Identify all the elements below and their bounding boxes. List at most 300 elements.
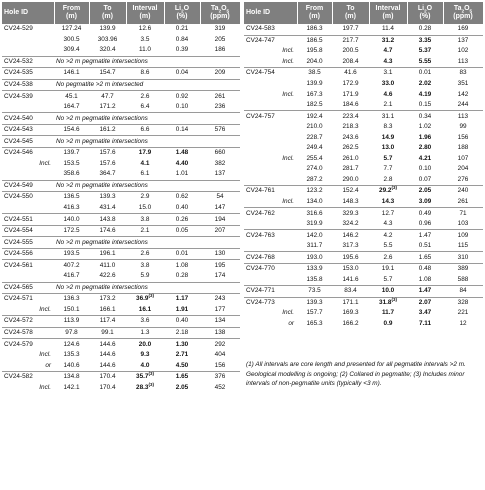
from-cell — [54, 339, 89, 350]
li2o-cell-value: 1.08 — [175, 261, 189, 269]
ta2o5-cell-value: 147 — [214, 204, 226, 212]
from-cell — [54, 350, 89, 361]
table-row — [244, 79, 483, 90]
interval-cell — [369, 186, 407, 197]
interval-cell-value: 2.6 — [140, 250, 150, 258]
table-row — [2, 383, 240, 394]
to-cell-value: 161.2 — [99, 126, 116, 134]
interval-cell-value: 17.9 — [138, 149, 152, 157]
hole-id-cell: CV24-538 — [2, 79, 54, 91]
interval-cell — [126, 294, 164, 305]
li2o-cell — [164, 35, 200, 46]
from-cell-value: 134.8 — [63, 373, 80, 381]
footnote-ref: (3) — [148, 381, 154, 387]
hole-id-cell: CV24-761 — [244, 186, 297, 197]
table-row — [2, 339, 240, 350]
from-cell-value: 136.3 — [63, 295, 80, 303]
li2o-cell — [407, 143, 443, 154]
from-cell — [54, 102, 89, 113]
table-row — [244, 264, 483, 275]
table-row — [2, 360, 240, 371]
ta2o5-cell-value: 660 — [214, 149, 226, 157]
ta2o5-cell — [443, 122, 483, 133]
hole-id-cell: CV24-551 — [2, 214, 54, 226]
li2o-cell — [164, 203, 200, 214]
ta2o5-cell — [200, 102, 240, 113]
li2o-cell — [407, 122, 443, 133]
ta2o5-cell — [443, 175, 483, 186]
table-row — [244, 241, 483, 252]
footnote-ref: (3) — [148, 371, 154, 377]
interval-cell-value: 6.4 — [140, 103, 150, 111]
to-cell-value: 218.3 — [342, 123, 359, 131]
from-cell — [297, 35, 332, 46]
interval-cell-value: 4.7 — [383, 47, 393, 55]
li2o-cell — [164, 214, 200, 226]
table-row — [2, 282, 240, 294]
interval-cell — [126, 260, 164, 271]
li2o-cell — [164, 248, 200, 260]
table-header-row — [244, 2, 483, 24]
ta2o5-cell-value: 177 — [214, 305, 226, 313]
ta2o5-cell-value: 261 — [214, 92, 226, 100]
col-to: To (m) — [89, 2, 126, 24]
li2o-cell — [407, 111, 443, 122]
li2o-cell-value: 0.96 — [418, 220, 432, 228]
li2o-cell-value: 0.84 — [175, 35, 189, 43]
table-row — [244, 143, 483, 154]
interval-cell — [369, 230, 407, 241]
to-cell-value: 329.3 — [342, 209, 359, 217]
hole-id-cell: CV24-773 — [244, 297, 297, 308]
interval-cell — [126, 192, 164, 203]
interval-cell-value: 12.6 — [138, 25, 152, 33]
interval-cell-value: 31.2 — [381, 36, 395, 44]
li2o-cell — [407, 46, 443, 57]
interval-cell-value: 36.9 — [136, 295, 149, 303]
to-cell — [332, 252, 369, 264]
hole-id-cell — [244, 143, 297, 154]
ta2o5-cell — [200, 316, 240, 328]
li2o-cell-value: 0.40 — [175, 204, 189, 212]
from-cell — [297, 230, 332, 241]
hole-id-cell: CV24-771 — [244, 286, 297, 298]
col-li2o: $Li_2O$ (%) — [407, 2, 443, 24]
table-row — [244, 24, 483, 35]
no-intersection-note: No >2 m pegmatite intersections — [54, 56, 240, 68]
from-cell — [297, 46, 332, 57]
li2o-cell — [164, 260, 200, 271]
from-cell-value: 139.7 — [63, 149, 80, 157]
to-cell — [332, 132, 369, 143]
ta2o5-cell — [200, 159, 240, 170]
interval-cell-value: 6.1 — [140, 170, 150, 178]
interval-cell — [126, 316, 164, 328]
footnote-ref: (3) — [391, 185, 397, 191]
li2o-cell — [407, 286, 443, 298]
to-cell-value: 117.4 — [99, 317, 116, 325]
li2o-cell-value: 2.07 — [418, 298, 432, 306]
ta2o5-cell — [443, 230, 483, 241]
col-interval: Interval (m) — [369, 2, 407, 24]
to-cell-value: 47.7 — [101, 92, 114, 100]
ta2o5-cell — [443, 219, 483, 230]
interval-cell — [126, 339, 164, 350]
ta2o5-cell-value: 12 — [459, 320, 467, 328]
ta2o5-cell — [200, 124, 240, 136]
from-cell-value: 139.9 — [306, 80, 323, 87]
li2o-cell-value: 0.15 — [418, 101, 432, 109]
ta2o5-cell-value: 209 — [214, 69, 226, 77]
interval-cell-value: 1.3 — [140, 329, 150, 337]
to-cell-value: 41.6 — [344, 69, 357, 77]
to-cell — [89, 192, 126, 203]
interval-cell-value: 2.8 — [383, 175, 393, 183]
from-cell-value: 316.6 — [306, 209, 323, 217]
from-cell — [297, 186, 332, 197]
to-cell-value: 196.1 — [99, 250, 116, 258]
hole-id-cell: CV24-754 — [244, 68, 297, 79]
to-cell — [332, 111, 369, 122]
ta2o5-cell-value: 204 — [457, 165, 469, 173]
ta2o5-cell — [443, 143, 483, 154]
from-cell-value: 311.7 — [306, 242, 323, 250]
hole-id-cell: Incl. — [39, 305, 51, 313]
ta2o5-cell-value: 109 — [457, 231, 469, 239]
table-row — [244, 286, 483, 298]
ta2o5-cell-value: 195 — [214, 261, 226, 269]
li2o-cell — [407, 89, 443, 100]
from-cell — [54, 225, 89, 237]
from-cell-value: 134.0 — [306, 198, 323, 206]
ta2o5-cell-value: 83 — [459, 69, 467, 77]
hole-id-cell: CV24-747 — [244, 35, 297, 46]
col-hole-id: Hole ID — [2, 2, 54, 24]
to-cell-value: 195.6 — [342, 253, 359, 261]
ta2o5-cell-value: 113 — [457, 112, 469, 120]
interval-cell — [126, 159, 164, 170]
hole-id-cell — [2, 45, 54, 56]
interval-cell — [369, 319, 407, 330]
to-cell-value: 172.9 — [342, 80, 359, 87]
hole-id-cell: CV24-550 — [2, 192, 54, 203]
to-cell — [332, 264, 369, 275]
col-ta2o5: $Ta_2O_5$ (ppm) — [200, 2, 240, 24]
to-cell — [332, 143, 369, 154]
interval-cell — [126, 45, 164, 56]
table-row — [244, 111, 483, 122]
table-row — [244, 164, 483, 175]
li2o-cell — [407, 230, 443, 241]
interval-cell-value: 31.1 — [381, 112, 395, 120]
hole-id-cell — [244, 164, 297, 175]
li2o-cell — [164, 339, 200, 350]
from-cell — [54, 305, 89, 316]
ta2o5-cell-value: 156 — [214, 361, 226, 369]
hole-id-cell: Incl. — [282, 309, 294, 317]
li2o-cell-value: 3.09 — [418, 198, 432, 206]
li2o-cell — [164, 294, 200, 305]
to-cell — [332, 175, 369, 186]
ta2o5-cell-value: 169 — [457, 25, 469, 33]
from-cell — [54, 214, 89, 226]
li2o-cell — [164, 383, 200, 394]
li2o-cell-value: 0.21 — [175, 25, 189, 33]
li2o-cell-value: 4.21 — [418, 154, 432, 162]
to-cell-value: 99.1 — [101, 329, 114, 337]
ta2o5-cell — [443, 252, 483, 264]
interval-cell — [369, 143, 407, 154]
table-row — [2, 169, 240, 180]
interval-cell — [126, 35, 164, 46]
ta2o5-cell — [443, 35, 483, 46]
ta2o5-cell — [443, 264, 483, 275]
interval-cell — [126, 360, 164, 371]
interval-cell — [369, 46, 407, 57]
li2o-cell — [407, 100, 443, 111]
ta2o5-cell-value: 54 — [216, 193, 224, 201]
from-cell-value: 142.0 — [306, 231, 323, 239]
interval-cell — [369, 154, 407, 165]
to-cell — [89, 248, 126, 260]
to-cell-value: 139.3 — [99, 193, 116, 201]
interval-cell — [369, 286, 407, 298]
hole-id-cell: CV24-555 — [2, 237, 54, 249]
li2o-cell-value: 0.26 — [175, 215, 189, 223]
to-cell-value: 173.2 — [99, 295, 116, 303]
from-cell — [297, 143, 332, 154]
li2o-cell — [164, 169, 200, 180]
ta2o5-cell — [200, 68, 240, 80]
li2o-cell-value: 4.40 — [175, 159, 189, 167]
li2o-cell-value: 2.05 — [418, 187, 432, 195]
ta2o5-cell-value: 243 — [214, 295, 226, 303]
li2o-cell-value: 0.01 — [175, 250, 189, 258]
table-row — [244, 197, 483, 208]
interval-cell — [369, 241, 407, 252]
to-cell-value: 139.9 — [99, 25, 116, 33]
li2o-cell — [407, 68, 443, 79]
interval-cell-value: 2.1 — [140, 227, 150, 235]
li2o-cell-value: 0.48 — [418, 265, 432, 273]
from-cell-value: 123.2 — [306, 187, 323, 195]
li2o-cell — [407, 57, 443, 68]
from-cell-value: 249.4 — [306, 144, 323, 152]
hole-id-cell: Incl. — [282, 198, 294, 206]
ta2o5-cell-value: 188 — [457, 144, 469, 152]
hole-id-cell: CV24-583 — [246, 25, 275, 33]
interval-cell-value: 5.9 — [140, 272, 150, 280]
to-cell-value: 144.6 — [99, 361, 116, 369]
hole-id-cell: Incl. — [282, 57, 294, 65]
from-cell-value: 186.5 — [306, 36, 323, 44]
from-cell — [54, 327, 89, 339]
to-cell-value: 171.1 — [342, 298, 359, 306]
to-cell — [89, 68, 126, 80]
to-cell-value: 148.3 — [342, 198, 359, 206]
to-cell — [332, 241, 369, 252]
to-cell-value: 262.5 — [342, 144, 359, 152]
from-cell-value: 73.5 — [308, 287, 321, 295]
ta2o5-cell — [200, 294, 240, 305]
table-row — [2, 91, 240, 102]
hole-id-cell: CV24-571 — [2, 294, 54, 305]
interval-cell-value: 8.6 — [140, 69, 150, 77]
to-cell — [332, 297, 369, 308]
from-cell — [297, 319, 332, 330]
li2o-cell — [407, 35, 443, 46]
ta2o5-cell-value: 452 — [214, 383, 226, 391]
interval-cell — [369, 111, 407, 122]
from-cell — [54, 169, 89, 180]
to-cell — [332, 79, 369, 90]
from-cell-value: 127.24 — [61, 25, 82, 33]
table-row — [2, 192, 240, 203]
table-row — [2, 124, 240, 136]
to-cell-value: 154.7 — [99, 69, 116, 77]
col-ta2o5: $Ta_2O_5$ (ppm) — [443, 2, 483, 24]
li2o-cell — [407, 132, 443, 143]
li2o-cell-value: 0.49 — [418, 209, 432, 217]
li2o-cell — [164, 225, 200, 237]
li2o-cell-value: 2.02 — [418, 80, 432, 87]
to-cell-value: 208.4 — [342, 57, 359, 65]
table-row — [2, 159, 240, 170]
table-row — [2, 214, 240, 226]
from-cell — [297, 219, 332, 230]
to-cell-value: 281.7 — [342, 165, 359, 173]
interval-cell — [369, 308, 407, 319]
interval-cell-value: 11.4 — [382, 25, 394, 33]
from-cell — [297, 164, 332, 175]
ta2o5-cell-value: 376 — [214, 373, 226, 381]
hole-id-cell: CV24-540 — [2, 113, 54, 125]
interval-cell-value: 14.9 — [381, 133, 395, 141]
interval-cell-value: 8.3 — [383, 123, 393, 131]
table-row — [244, 319, 483, 330]
from-cell-value: 154.6 — [63, 126, 80, 134]
ta2o5-cell — [200, 383, 240, 394]
interval-cell-value: 3.5 — [140, 35, 150, 43]
table-row — [2, 136, 240, 148]
hole-id-cell: Incl. — [282, 47, 294, 55]
to-cell — [332, 24, 369, 35]
from-cell-value: 38.5 — [308, 69, 321, 77]
ta2o5-cell — [443, 241, 483, 252]
from-cell-value: 135.3 — [63, 351, 80, 359]
from-cell-value: 182.5 — [306, 101, 323, 109]
li2o-cell-value: 1.91 — [175, 305, 189, 313]
ta2o5-cell-value: 138 — [214, 329, 226, 337]
table-row — [2, 294, 240, 305]
no-intersection-note: No >2 m pegmatite intersections — [54, 180, 240, 192]
ta2o5-cell-value: 103 — [457, 220, 469, 228]
interval-cell — [369, 57, 407, 68]
ta2o5-cell — [200, 35, 240, 46]
hole-id-cell — [244, 275, 297, 286]
hole-id-cell — [244, 241, 297, 252]
li2o-cell-value: 1.47 — [418, 287, 432, 295]
ta2o5-cell — [200, 260, 240, 271]
footnote: (1) All intervals are core length and presented for all pegmatite intervals >2 m. Geological modelling is ongoing; (2) Collared in pegmatite; (3) Includes minor intervals of non-pegmatite units (typically <3 m). — [246, 361, 466, 387]
ta2o5-cell — [443, 79, 483, 90]
to-cell-value: 364.7 — [99, 170, 116, 178]
li2o-cell-value: 1.65 — [175, 373, 189, 381]
li2o-cell — [164, 45, 200, 56]
interval-cell — [369, 68, 407, 79]
ta2o5-cell-value: 221 — [457, 309, 469, 317]
table-row — [2, 56, 240, 68]
table-row — [244, 219, 483, 230]
from-cell — [297, 175, 332, 186]
from-cell — [297, 68, 332, 79]
to-cell — [89, 316, 126, 328]
from-cell — [297, 252, 332, 264]
to-cell — [89, 383, 126, 394]
interval-cell — [369, 35, 407, 46]
col-interval: Interval (m) — [126, 2, 164, 24]
ta2o5-cell-value: 576 — [214, 126, 226, 134]
interval-cell-value: 31.8 — [379, 298, 392, 306]
to-cell — [89, 271, 126, 282]
interval-cell-value: 6.6 — [140, 126, 150, 134]
interval-cell-value: 3.8 — [140, 215, 150, 223]
ta2o5-cell — [200, 192, 240, 203]
from-cell — [54, 371, 89, 382]
interval-cell — [369, 79, 407, 90]
ta2o5-cell-value: 99 — [459, 123, 467, 131]
no-intersection-note: No >2 m pegmatite intersections — [54, 113, 240, 125]
col-hole-id: Hole ID — [244, 2, 297, 24]
interval-cell — [126, 371, 164, 382]
from-cell — [297, 297, 332, 308]
interval-cell — [126, 102, 164, 113]
li2o-cell-value: 0.07 — [418, 175, 432, 183]
to-cell — [332, 122, 369, 133]
to-cell — [89, 35, 126, 46]
to-cell-value: 223.4 — [342, 112, 359, 120]
hole-id-cell: CV24-572 — [2, 316, 54, 328]
to-cell-value: 157.6 — [99, 149, 116, 157]
hole-id-cell: CV24-546 — [2, 148, 54, 159]
li2o-cell — [407, 154, 443, 165]
col-from: From (m) — [297, 2, 332, 24]
from-cell — [297, 57, 332, 68]
from-cell-value: 142.1 — [63, 383, 80, 391]
to-cell — [89, 260, 126, 271]
no-intersection-note: No >2 m pegmatite intersections — [54, 282, 240, 294]
to-cell-value: 170.4 — [99, 383, 116, 391]
from-cell-value: 139.3 — [306, 298, 323, 306]
ta2o5-cell — [200, 248, 240, 260]
li2o-cell — [164, 159, 200, 170]
interval-cell-value: 2.9 — [140, 193, 150, 201]
from-cell — [54, 159, 89, 170]
to-cell-value: 290.0 — [342, 175, 359, 183]
li2o-cell — [164, 124, 200, 136]
ta2o5-cell — [443, 68, 483, 79]
to-cell-value: 422.6 — [99, 272, 116, 280]
table-header-row — [2, 2, 240, 24]
to-cell-value: 146.2 — [342, 231, 359, 239]
li2o-cell — [407, 297, 443, 308]
to-cell — [89, 24, 126, 35]
li2o-cell — [407, 186, 443, 197]
li2o-cell-value: 0.51 — [418, 242, 432, 250]
from-cell-value: 228.7 — [306, 133, 323, 141]
to-cell-value: 320.4 — [99, 46, 116, 54]
col-li2o: $Li_2O$ (%) — [164, 2, 200, 24]
